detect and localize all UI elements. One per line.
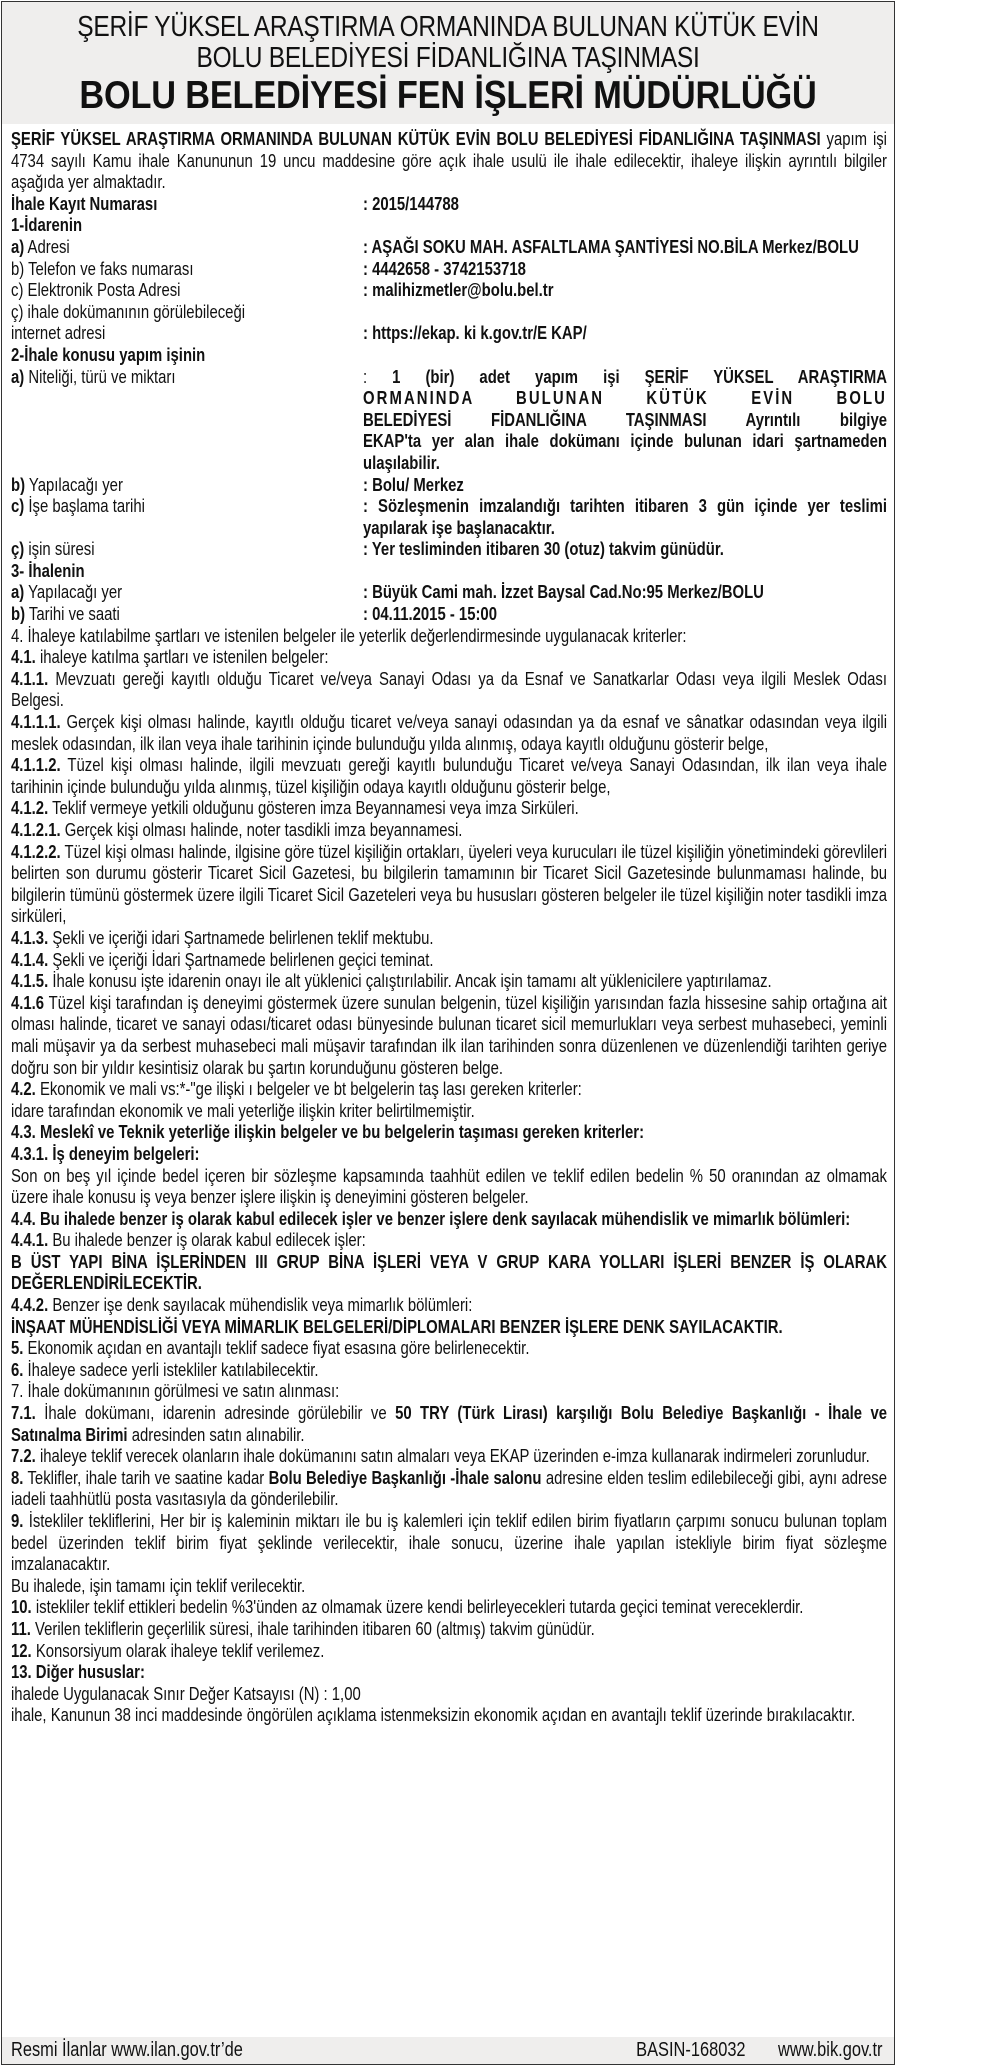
clause-number: 4.1.1. (11, 667, 49, 689)
clause-10 (11, 1596, 887, 1618)
info-row-address (11, 236, 887, 258)
clause-item (11, 949, 887, 971)
clause-number: 9. (11, 1510, 24, 1531)
start-date-value: : Sözleşmenin imzalandığı tarihten itibaren 3 gün içinde yer teslimi yapılarak işe başlanacaktır. (363, 495, 887, 538)
intro-text: yapım işi 4734 sayılı Kamu ihale Kanununun 19 uncu maddesine göre açık ihale usulü ile ihale edilecektir, ihaleye ilişkin ayrıntılı bilgiler aşağıda yer almaktadır. (11, 128, 887, 193)
nature-detail-1: Ayrıntılı bilgiye (706, 408, 887, 430)
tender-notice (1, 1, 895, 2065)
clause-12 (11, 1640, 887, 1662)
clause-6 (11, 1359, 887, 1381)
nature-project-3: BELEDİYESİ FİDANLIĞINA TAŞINMASI (363, 408, 707, 430)
info-row-phone (11, 258, 887, 280)
clause-5 (11, 1337, 887, 1359)
clause-number: 4.1.2. (11, 797, 49, 819)
clause-item (11, 754, 887, 797)
section-1-heading: 1-İdarenin (11, 214, 83, 236)
section-3-heading: 3- İhalenin (11, 559, 85, 581)
nature-project-1: ŞERİF YÜKSEL ARAŞTIRMA (644, 365, 887, 387)
clause-text: ihaleye katılma şartları ve istenilen belgeler: (35, 646, 329, 668)
clause-text: Ekonomik ve mali vs:*-"ge ilişki ı belgeler ve bt belgelerin taş lası gereken kriterler: (35, 1078, 582, 1100)
notice-header (2, 2, 894, 124)
clause-4-4-2-value: İNŞAAT MÜHENDİSLİĞİ VEYA MİMARLIK BELGELERİ/DİPLOMALARI BENZER İŞLERE DENK SAYILACAKTIR. (11, 1315, 783, 1337)
clause-text: Bu ihalede benzer iş olarak kabul edilecek işler: (48, 1229, 366, 1251)
nature-project-2: ORMANINDA BULUNAN KÜTÜK EVİN BOLU (363, 387, 887, 409)
address-value: : AŞAĞI SOKU MAH. ASFALTLAMA ŞANTİYESİ NO.BİLA Merkez/BOLU (363, 235, 859, 257)
nature-value (363, 366, 887, 474)
tender-date-value: : 04.11.2015 - 15:00 (363, 603, 497, 625)
info-row-website (11, 301, 887, 344)
info-row-duration (11, 538, 887, 560)
phone-value: : 4442658 - 3742153718 (363, 257, 526, 279)
clause-text: Mevzuatı gereği kayıtlı olduğu Ticaret ve/veya Sanayi Odası ya da Esnaf ve Sanatkarlar Odası veya ilgili Meslek Odası Belgesi. (11, 667, 888, 711)
clause-text: Teklif vermeye yetkili olduğunu gösteren imza Beyannamesi veya imza Sirküleri. (48, 797, 579, 819)
clause-text: Verilen tekliflerin geçerlilik süresi, ihale tarihinden itibaren 60 (altmış) takvim günüdür. (30, 1617, 595, 1639)
clause-number: 4.4.1. (11, 1229, 49, 1251)
item-key: c) (11, 279, 24, 301)
item-label: Yapılacağı yer (24, 581, 123, 603)
info-row-location (11, 474, 887, 496)
section-2-heading: 2-İhale konusu yapım işinin (11, 343, 206, 365)
clause-number: 12. (11, 1639, 32, 1661)
clause-text: ihaleye teklif verecek olanların ihale dokümanını satın almaları veya EKAP üzerinden e-imza kullanarak indirmeleri zorunludur. (35, 1445, 870, 1467)
clause-item (11, 970, 887, 992)
clause-number: 4.4.2. (11, 1294, 49, 1316)
clause-number: 4.1. (11, 646, 36, 668)
clause-4-3-heading: 4.3. Meslekî ve Teknik yeterliğe ilişkin belgeler ve bu belgelerin taşıması gereken kriterler: (11, 1121, 645, 1143)
colon: : (363, 365, 393, 387)
info-row-tender-date (11, 603, 887, 625)
item-key: ç) (11, 538, 25, 560)
clause-9-note: Bu ihalede, işin tamamı için teklif verilecektir. (11, 1574, 306, 1596)
item-key: b) (11, 257, 25, 279)
clause-number: 6. (11, 1358, 24, 1380)
item-key: a) (11, 235, 25, 257)
clause-text: İhale konusu işte idarenin onayı ile alt yüklenici çalıştırılabilir. Ancak işin tamamı alt yüklenicilere yaptırılamaz. (48, 970, 772, 992)
clause-4-4-heading: 4.4. Bu ihalede benzer iş olarak kabul edilecek işler ve benzer işlere denk sayılacak mühendislik ve mimarlık bölümleri: (11, 1207, 851, 1229)
clause-number: 4.1.4. (11, 948, 49, 970)
info-row-nature (11, 366, 887, 474)
registration-number: : 2015/144788 (363, 192, 459, 214)
clause-7: 7. İhale dokümanının görülmesi ve satın alınması: (11, 1380, 340, 1402)
item-label: Elektronik Posta Adresi (23, 279, 181, 301)
footer-bik-link[interactable]: www.bik.gov.tr (778, 2039, 883, 2061)
clause-list (11, 625, 887, 1122)
clause-item (11, 841, 887, 927)
clause-item (11, 625, 887, 647)
item-label: işin süresi (24, 538, 95, 560)
clause-8 (11, 1467, 887, 1510)
clause-item (11, 646, 887, 668)
info-row-email (11, 279, 887, 301)
clause-item (11, 668, 887, 711)
clause-4-4-1-value: B ÜST YAPI BİNA İŞLERİNDEN III GRUP BİNA İŞLERİ VEYA V GRUP KARA YOLLARI İŞLERİ BENZER İŞ OLARAK DEĞERLENDİRİLECEKTİR. (11, 1250, 887, 1294)
clause-number: 4.1.3. (11, 926, 49, 948)
document-fee: 50 TRY (Türk Lirası) karşılığı Bolu Belediye Başkanlığı - İhale ve Satınalma Birimi (11, 1402, 888, 1445)
item-key: c) (11, 495, 25, 517)
clause-text: Tüzel kişi olması halinde, ilgisine göre tüzel kişiliğin ortakları, üyeleri veya kurucuları ile tüzel kişiliğin yönetimindeki görevlileri belirten son durumu gösterir Ticaret Sicil Gazetesi, bu bilgilerin tamamının bir Ticaret Sicil Gazetesinde bulunmaması halinde, bu bilgilerin tümünü göstermek üzere ilgili Ticaret Sicil Gazeteleri veya bu hususları gösteren belgeler ile tüzel kişiliğin noter tasdikli imza sirküleri, (11, 840, 887, 927)
clause-item (11, 819, 887, 841)
item-key: b) (11, 603, 26, 625)
nature-detail-2: EKAP'ta yer alan ihale dokümanı içinde bulunan idari şartnameden ulaşılabilir. (363, 430, 887, 473)
item-label: Tarihi ve saati (25, 603, 120, 625)
intro-paragraph (11, 128, 887, 193)
clause-number: 7.2. (11, 1445, 36, 1467)
clause-item (11, 1078, 887, 1100)
footer-official-ads-link[interactable]: Resmi İlanlar www.ilan.gov.tr’de (11, 2039, 243, 2061)
notice-footer (2, 2037, 894, 2064)
clause-number: 4.1.6 (11, 991, 45, 1013)
issuing-authority: BOLU BELEDİYESİ FEN İŞLERİ MÜDÜRLÜĞÜ (79, 74, 817, 117)
clause-text: 4. İhaleye katılabilme şartları ve istenilen belgeler ile yeterlik değerlendirmesinde uygulanacak kriterler: (11, 624, 687, 646)
clause-4-4-2 (11, 1294, 887, 1316)
clause-text: Benzer işe denk sayılacak mühendislik veya mimarlık bölümleri: (48, 1294, 473, 1316)
item-key: ç) (11, 300, 24, 322)
clause-number: 4.1.2.1. (11, 819, 61, 840)
clause-13-line-1: ihalede Uygulanacak Sınır Değer Katsayısı (N) : 1,00 (11, 1682, 361, 1704)
notice-body (11, 128, 887, 1726)
clause-number: 4.1.1.2. (11, 754, 61, 776)
registration-label: İhale Kayıt Numarası (11, 192, 158, 214)
clause-text: Ekonomik açıdan en avantajlı teklif sadece fiyat esasına göre belirlenecektir. (23, 1337, 530, 1359)
clause-text: İhale dokümanı, idarenin adresinde görülebilir ve (35, 1402, 396, 1424)
clause-item (11, 992, 887, 1078)
clause-13-line-2: ihale, Kanunun 38 inci maddesinde öngörülen açıklama istenmeksizin ekonomik açıdan en avantajlı teklif üzerinde bırakılacaktır. (11, 1704, 856, 1726)
clause-4-4-1 (11, 1229, 887, 1251)
info-row-tender-place (11, 581, 887, 603)
clause-4-3-1-heading: 4.3.1. İş deneyim belgeleri: (11, 1142, 200, 1164)
clause-item (11, 1100, 887, 1122)
item-label: Adresi (24, 235, 70, 257)
submission-place: Bolu Belediye Başkanlığı -İhale salonu (268, 1466, 542, 1488)
clause-number: 11. (11, 1617, 31, 1639)
item-key: a) (11, 365, 25, 387)
press-code: BASIN-168032 (636, 2039, 746, 2061)
clause-text: Şekli ve içeriği idari Şartnamede belirlenen teklif mektubu. (48, 926, 434, 948)
website-value[interactable]: : https://ekap. ki k.gov.tr/E KAP/ (363, 322, 587, 344)
notice-title-line-2: BOLU BELEDİYESİ FİDANLIĞINA TAŞINMASI (196, 42, 700, 74)
clause-7-2 (11, 1445, 887, 1467)
info-row-start-date (11, 495, 887, 538)
item-key: a) (11, 581, 25, 603)
clause-number: 5. (11, 1337, 24, 1359)
clause-text: Konsorsiyum olarak ihaleye teklif verilemez. (31, 1639, 325, 1661)
clause-9 (11, 1510, 887, 1575)
clause-text: Tüzel kişi olması halinde, ilgili mevzuatı gereği kayıtlı bulunduğu Ticaret ve/veya Sanayi Odasından, ilk ilan veya ihale tarihinin içinde bulunduğu yılda alınmış, tüzel kişiliğin odaya kayıtlı olduğunu gösterir belge, (11, 754, 887, 797)
clause-number: 4.1.1.1. (11, 711, 61, 733)
item-label: Telefon ve faks numarası (24, 257, 194, 279)
clause-number: 4.2. (11, 1078, 36, 1100)
item-label: Niteliği, türü ve miktarı (24, 365, 176, 387)
clause-text: İhaleye sadece yerli istekliler katılabilecektir. (23, 1358, 319, 1380)
clause-text: idare tarafından ekonomik ve mali yeterliğe ilişkin kriter belirtilmemiştir. (11, 1099, 475, 1121)
item-key: b) (11, 473, 26, 495)
item-label: İşe başlama tarihi (24, 495, 145, 517)
clause-text: İstekliler tekliflerini, Her bir iş kaleminin miktarı ile bu iş kalemleri için teklif edilen birim fiyatların çarpımı sonucu bulunan toplam bedel üzerinden teklif birim fiyat şeklinde verilecektir, ihale sonucu, üzerine ihale yapılan istekliyle birim fiyat sözleşme imzalanacaktır. (11, 1510, 888, 1575)
clause-number: 10. (11, 1596, 32, 1618)
clause-text: Şekli ve içeriği İdari Şartnamede belirlenen geçici teminat. (48, 948, 434, 970)
clause-item (11, 927, 887, 949)
clause-7-1 (11, 1402, 887, 1445)
email-value: : malihizmetler@bolu.bel.tr (363, 279, 554, 301)
item-label: ihale dokümanının görülebileceği (23, 300, 246, 322)
clause-4-3-1-text: Son on beş yıl içinde bedel içeren bir sözleşme kapsamında taahhüt edilen ve teklif edilen bedelin % 50 oranından az olmamak üzere ihale konusu iş veya benzer işlere ilişkin iş deneyimini gösteren belgeler. (11, 1164, 887, 1208)
clause-number: 4.1.5. (11, 970, 49, 992)
tender-place-value: : Büyük Cami mah. İzzet Baysal Cad.No:95 Merkez/BOLU (363, 581, 764, 603)
location-value: : Bolu/ Merkez (363, 473, 464, 495)
clause-text: adresine elden teslim edilebileceği gibi, aynı adrese iadeli taahhütlü posta vasıtasıyla da gönderilebilir. (11, 1466, 887, 1510)
nature-start: 1 (bir) adet yapım işi (392, 365, 645, 387)
clause-item (11, 711, 887, 754)
clause-text: Gerçek kişi olması halinde, kayıtlı olduğu ticaret ve/veya sanayi odasından ya da esnaf ve sânatkar odasından veya ilgili meslek odasından, ilk ilan veya ihale tarihinin içinde bulunduğu yılda alınmış, odaya kayıtlı olduğunu gösterir belge, (11, 711, 887, 754)
duration-value: : Yer tesliminden itibaren 30 (otuz) takvim günüdür. (363, 538, 724, 560)
item-label-cont: internet adresi (11, 322, 106, 344)
clause-text: adresinden satın alınabilir. (127, 1423, 305, 1445)
item-label: Yapılacağı yer (25, 473, 123, 495)
clause-text: istekliler teklif ettikleri bedelin %3'ünden az olmamak üzere kendi belirleyecekleri tutarda geçici teminat vereceklerdir. (31, 1596, 804, 1618)
clause-number: 8. (11, 1466, 24, 1488)
clause-11 (11, 1618, 887, 1640)
registration-row (11, 193, 887, 215)
clause-text: Tüzel kişi tarafından iş deneyimi göstermek üzere sunulan belgenin, tüzel kişiliğin yarısından fazla hissesine sahip ortağına ait olması halinde, ticaret ve sanayi odası/ticaret odası bünyesinde bulunan ticaret sicil memurlukları veya serbest muhasebeci, yeminli mali müşavir ya da serbest muhasebeci mali müşavir tarafından ilk ilan tarihinden sonra düzenlenen ve düzenlendiği tarihten geriye doğru son bir yıldır kesintisiz olarak bu şartın korunduğunu gösteren belge. (11, 991, 887, 1078)
clause-text: Teklifler, ihale tarih ve saatine kadar (23, 1466, 269, 1488)
clause-item (11, 797, 887, 819)
clause-text: Gerçek kişi olması halinde, noter tasdikli imza beyannamesi. (60, 819, 463, 840)
clause-number: 7.1. (11, 1402, 36, 1424)
intro-project-name: ŞERİF YÜKSEL ARAŞTIRMA ORMANINDA BULUNAN KÜTÜK EVİN BOLU BELEDİYESİ FİDANLIĞINA TAŞINMASI (11, 128, 821, 149)
notice-title-line-1: ŞERİF YÜKSEL ARAŞTIRMA ORMANINDA BULUNAN KÜTÜK EVİN (77, 11, 819, 43)
clause-13-heading: 13. Diğer hususlar: (11, 1661, 145, 1683)
clause-number: 4.1.2.2. (11, 840, 61, 862)
